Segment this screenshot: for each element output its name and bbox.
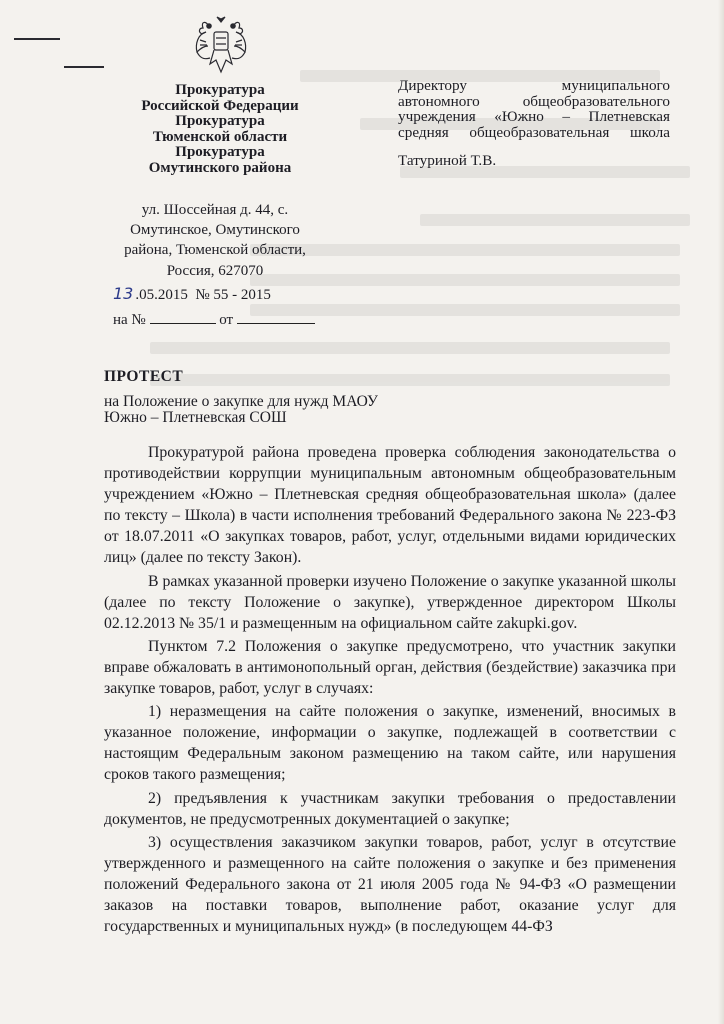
addressee-block (398, 78, 670, 140)
date-rest: .05.2015 (135, 287, 188, 303)
address-line: района, Тюменской области, (124, 242, 306, 259)
address-line: Омутинское, Омутинского (130, 222, 300, 239)
body-paragraph: 1) неразмещения на сайте положения о закупке, изменений, вносимых в указанное положение, информации о закупке, подлежащей в соответствии с настоящим Федеральным законом размещению на таком сайте, или нарушения сроков такого размещения; (104, 703, 676, 784)
addressee-line: Директору муниципального (398, 77, 670, 94)
doc-number: № 55 - 2015 (195, 287, 271, 303)
org-line: Российской Федерации (141, 97, 299, 114)
document-body (104, 442, 676, 939)
addressee-line: автономного общеобразовательного (398, 92, 670, 110)
ref-prefix: на № (113, 312, 146, 328)
subject-line: на Положение о закупке для нужд МАОУ (104, 393, 378, 410)
addressee-line: учреждения «Южно – Плетневская (398, 108, 670, 126)
body-paragraph: 2) предъявления к участникам закупки требования о предоставлении документов, не предусмотренных документацией о закупке; (104, 789, 676, 828)
ref-date-blank (237, 311, 315, 324)
issuing-authority (100, 83, 340, 177)
addressee-name: Татуриной Т.В. (398, 152, 497, 169)
body-paragraph: Пунктом 7.2 Положения о закупке предусмотрено, что участник закупки вправе обжаловать в антимонопольный орган, действия (бездействие) заказчика при закупке товаров, работ, услуг в случаях: (104, 637, 676, 698)
document-subject (104, 394, 434, 426)
ref-number-blank (150, 311, 216, 324)
postal-address (110, 200, 320, 281)
document-title: ПРОТЕСТ (104, 368, 184, 385)
org-line: Омутинского района (148, 159, 292, 176)
document-number-line (113, 284, 271, 304)
body-paragraph: 3) осуществления заказчиком закупки товаров, работ, услуг в отсутствие утвержденного и размещенного на сайте положения о закупке и без применения положений Федерального закона от 21 июля 2005 года № 94-ФЗ «О размещении заказов на поставки товаров, выполнение работ, оказание услуг для государственных и муниципальных нужд» (в последующем 44-ФЗ (104, 833, 676, 936)
address-line: Россия, 627070 (166, 262, 264, 279)
subject-line: Южно – Плетневская СОШ (104, 409, 287, 426)
org-line: Прокуратура (175, 113, 265, 130)
body-paragraph: В рамках указанной проверки изучено Положение о закупке указанной школы (далее по тексту Положение о закупке), утвержденное директором Школы 02.12.2013 № 35/1 и размещенным на официальном сайте zakupki.gov. (104, 572, 676, 632)
ink-mark (14, 38, 60, 40)
ink-mark (64, 66, 104, 68)
address-line: ул. Шоссейная д. 44, с. (141, 202, 289, 218)
page-edge-shadow (718, 0, 724, 1024)
ref-from: от (219, 312, 234, 328)
addressee-line: средняя общеобразовательная школа (398, 123, 670, 141)
double-headed-eagle-emblem-icon (192, 14, 250, 76)
org-line: Прокуратура (175, 82, 265, 98)
handwritten-day: 13 (113, 284, 134, 303)
org-line: Прокуратура (175, 144, 265, 161)
reference-line (113, 311, 315, 329)
org-line: Тюменской области (152, 128, 288, 145)
body-paragraph: Прокуратурой района проведена проверка соблюдения законодательства о противодействии коррупции муниципальным автономным общеобразовательным учреждением «Южно – Плетневская средняя общеобразовательная школа» (далее по тексту – Школа) в части исполнения требований Федерального закона № 223-ФЗ от 18.07.2011 «О закупках товаров, работ, услуг, отдельными видами юридических лиц» (далее по тексту Закон). (104, 444, 676, 567)
